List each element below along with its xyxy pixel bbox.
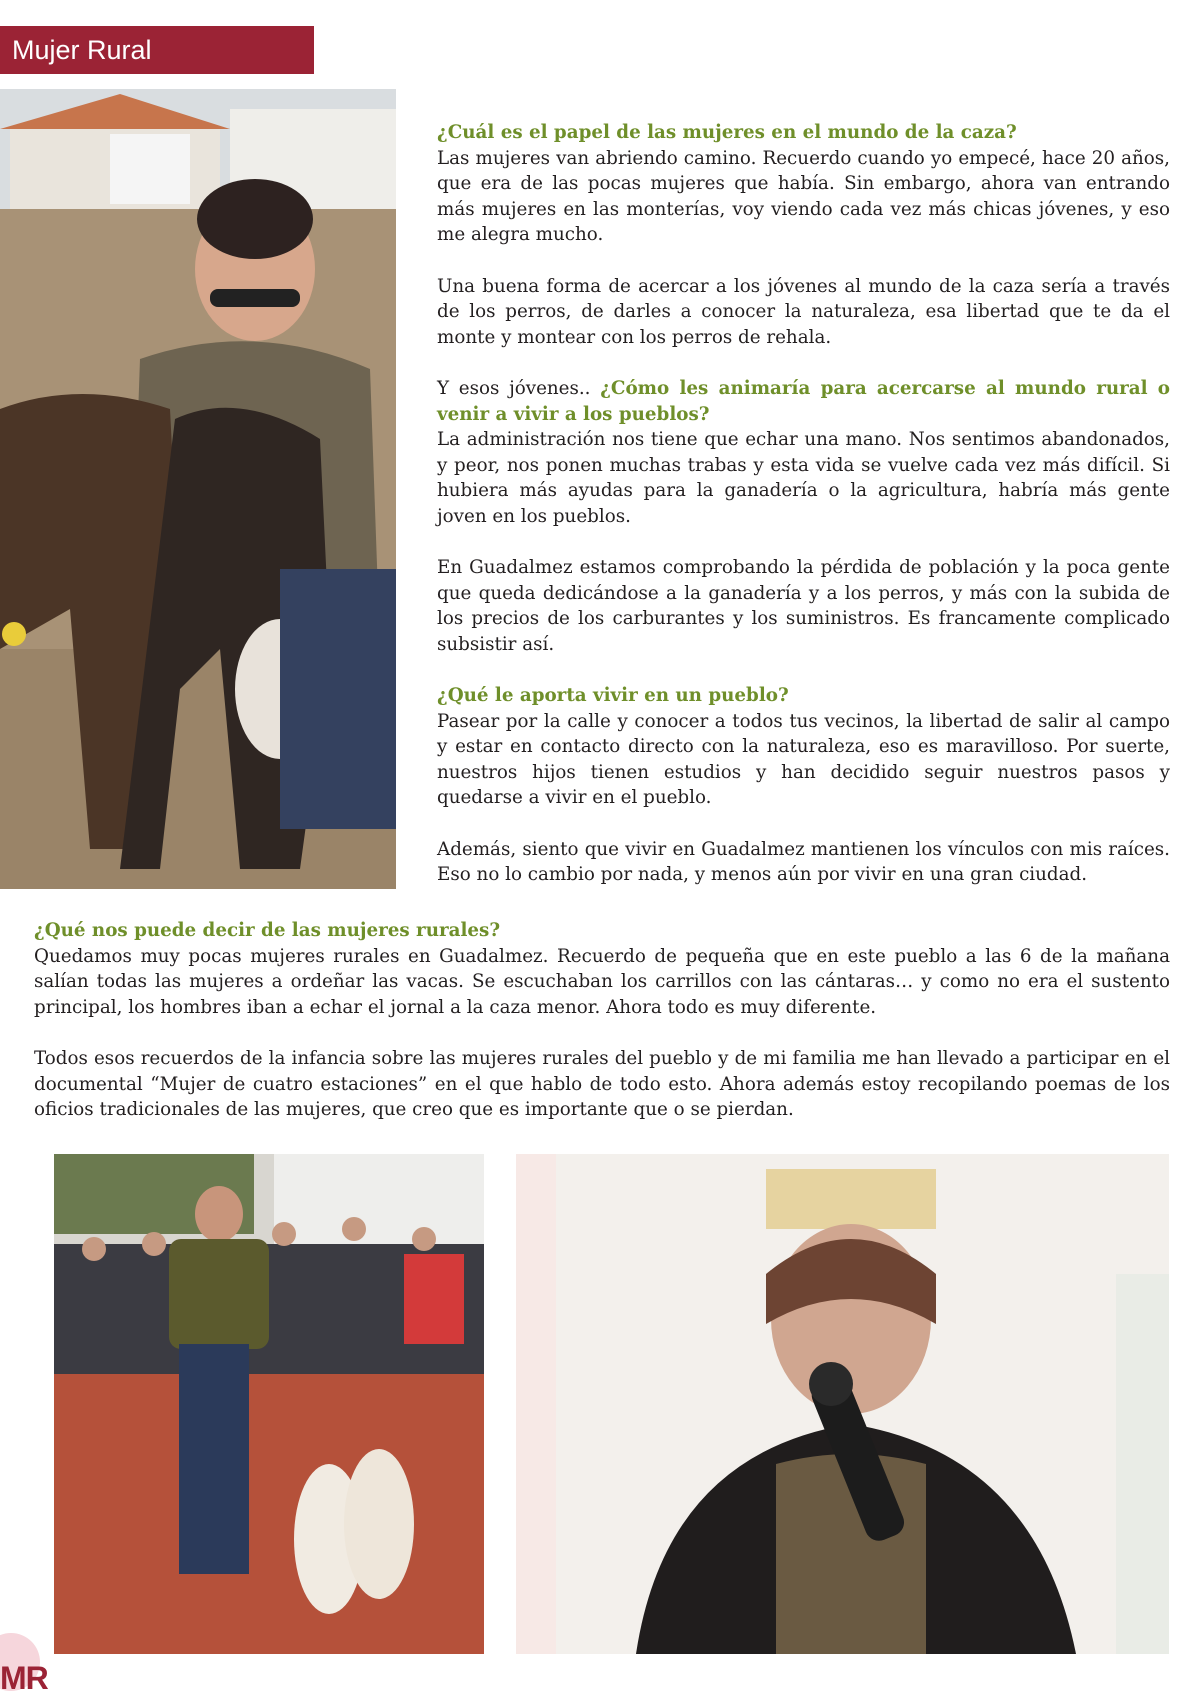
answer-village-life: Pasear por la calle y conocer a todos tus vecinos, la libertad de salir al campo y estar en contacto directo con la naturaleza, eso es maravilloso. Por suerte, nuestros hijos tienen estudios y han decidido seguir nuestros pasos y quedarse a vivir en el pueblo. <box>437 710 1170 809</box>
answer-documentary: Todos esos recuerdos de la infancia sobre las mujeres rurales del pueblo y de mi familia me han llevado a participar en el documental “Mujer de cuatro estaciones” en el que hablo de todo esto. Ahora además estoy recopilando poemas de los oficios tradicionales de las mujeres, que creo que es importante que o se pierdan. <box>34 1047 1170 1121</box>
answer-encourage-rural: La administración nos tiene que echar una mano. Nos sentimos abandonados, y peor, nos ponen muchas trabas y esta vida se vuelve cada vez más difícil. Si hubiera más ayudas para la ganadería o la agricultura, habría más gente joven en los pueblos. <box>437 429 1170 527</box>
answer-hunting-role: Las mujeres van abriendo camino. Recuerdo cuando yo empecé, hace 20 años, que era de las pocas mujeres que había. Sin embargo, ahora van entrando más mujeres en las monterías, voy viendo cada vez más chicas jóvenes, y eso me alegra mucho. <box>437 147 1170 246</box>
section-title: Mujer Rural <box>0 26 314 74</box>
magazine-logo-mark: MR <box>0 1660 48 1696</box>
answer-roots: Además, siento que vivir en Guadalmez mantienen los vínculos con mis raíces. Eso no lo cambio por nada, y menos aún por vivir en una gran ciudad. <box>437 838 1170 886</box>
question-rural-women: ¿Qué nos puede decir de las mujeres rurales? <box>34 920 501 941</box>
lead-young-people: Y esos jóvenes.. <box>437 377 591 399</box>
woman-with-dogs-photo <box>0 89 396 889</box>
answer-young-people-dogs: Una buena forma de acercar a los jóvenes al mundo de la caza sería a través de los perros, de darles a conocer la naturaleza, esa libertad que te da el monte y montear con los perros de rehala. <box>437 275 1170 348</box>
woman-walking-dogs-photo <box>54 1154 484 1654</box>
question-hunting-role: ¿Cuál es el papel de las mujeres en el mundo de la caza? <box>437 122 1017 143</box>
answer-population-loss: En Guadalmez estamos comprobando la pérdida de población y la poca gente que queda dedicándose a la ganadería y a los perros, y más con la subida de los precios de los carburantes y los suministros. Es francamente complicado subsistir así. <box>437 557 1170 655</box>
question-village-life: ¿Qué le aporta vivir en un pueblo? <box>437 685 789 707</box>
interview-column <box>437 120 1170 913</box>
question-encourage-rural: ¿Cómo les animaría para acercarse al mundo rural o venir a vivir a los pueblos? <box>437 377 1170 425</box>
answer-rural-women: Quedamos muy pocas mujeres rurales en Guadalmez. Recuerdo de pequeña que en este pueblo a las 6 de la mañana salían todas las mujeres a ordeñar las vacas. Se escuchaban los carrillos con las cántaras… y como no era el sustento principal, los hombres iban a echar el jornal a la caza menor. Ahora todo es muy diferente. <box>34 945 1170 1018</box>
woman-speaking-photo <box>516 1154 1169 1654</box>
interview-full-width <box>34 918 1170 1148</box>
